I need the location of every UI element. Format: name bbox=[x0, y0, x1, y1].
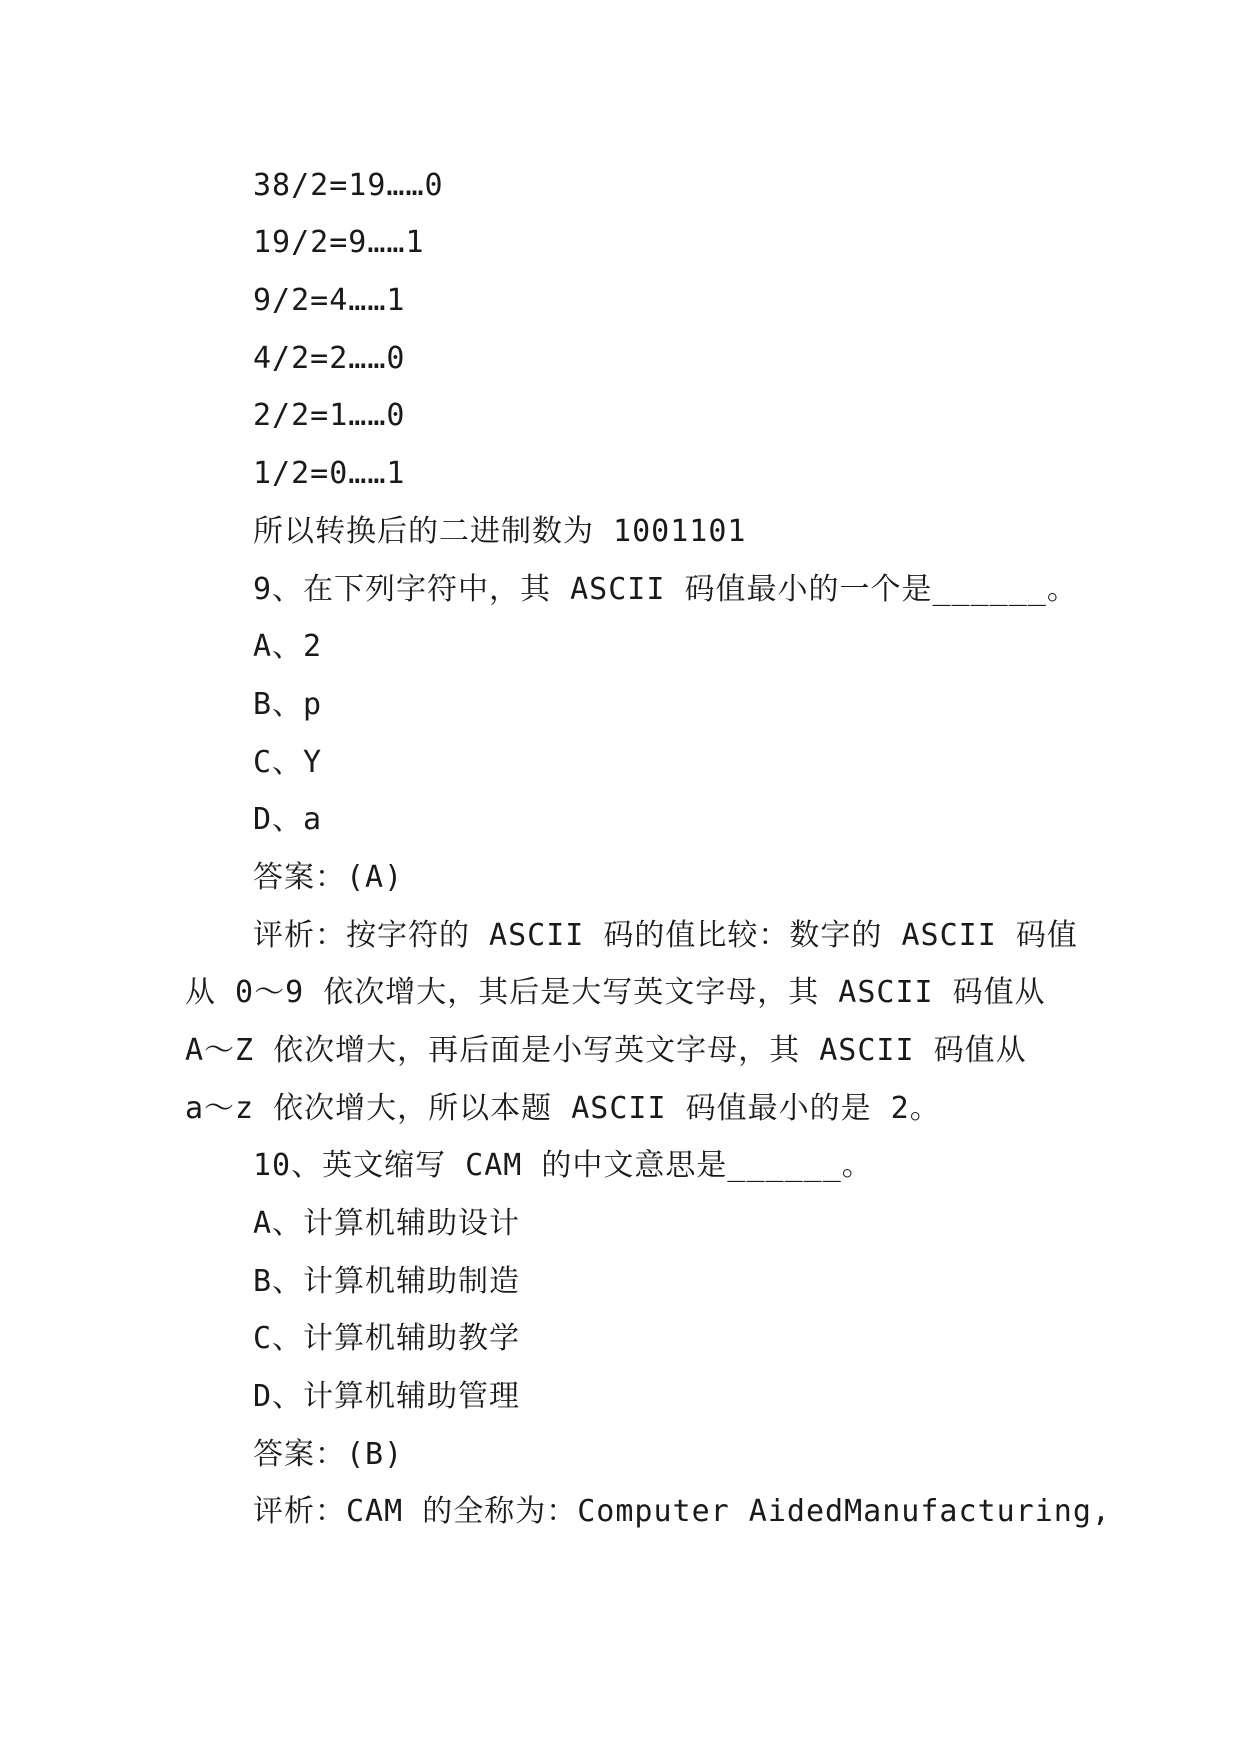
q10-option-b: B、计算机辅助制造 bbox=[253, 1264, 521, 1299]
q9-option-d: D、a bbox=[253, 802, 323, 837]
calc-line: 19/2=9……1 bbox=[253, 225, 425, 260]
calc-line: 9/2=4……1 bbox=[253, 283, 406, 318]
q9-analysis-line: a～z 依次增大，所以本题 ASCII 码值最小的是 2。 bbox=[185, 1091, 941, 1126]
question-10: 10、英文缩写 CAM 的中文意思是______。 bbox=[253, 1148, 873, 1183]
question-9: 9、在下列字符中，其 ASCII 码值最小的一个是______。 bbox=[253, 572, 1078, 607]
q9-analysis-line: A～Z 依次增大，再后面是小写英文字母，其 ASCII 码值从 bbox=[185, 1033, 1027, 1068]
q9-option-a: A、2 bbox=[253, 629, 323, 664]
q9-option-c: C、Y bbox=[253, 745, 323, 780]
q9-analysis-line: 从 0～9 依次增大，其后是大写英文字母，其 ASCII 码值从 bbox=[185, 975, 1046, 1010]
q10-option-a: A、计算机辅助设计 bbox=[253, 1206, 521, 1241]
q10-option-d: D、计算机辅助管理 bbox=[253, 1379, 521, 1414]
calc-line: 4/2=2……0 bbox=[253, 341, 406, 376]
conclusion-line: 所以转换后的二进制数为 1001101 bbox=[253, 514, 747, 549]
calc-line: 2/2=1……0 bbox=[253, 398, 406, 433]
q9-option-b: B、p bbox=[253, 687, 323, 722]
q9-answer: 答案：(A) bbox=[253, 860, 404, 895]
calc-line: 1/2=0……1 bbox=[253, 456, 406, 491]
q10-option-c: C、计算机辅助教学 bbox=[253, 1321, 521, 1356]
calc-line: 38/2=19……0 bbox=[253, 168, 444, 203]
q9-analysis-line: 评析：按字符的 ASCII 码的值比较：数字的 ASCII 码值 bbox=[253, 918, 1078, 953]
q10-analysis-line: 评析：CAM 的全称为：Computer AidedManufacturing, bbox=[253, 1494, 1111, 1529]
q10-answer: 答案：(B) bbox=[253, 1437, 404, 1472]
